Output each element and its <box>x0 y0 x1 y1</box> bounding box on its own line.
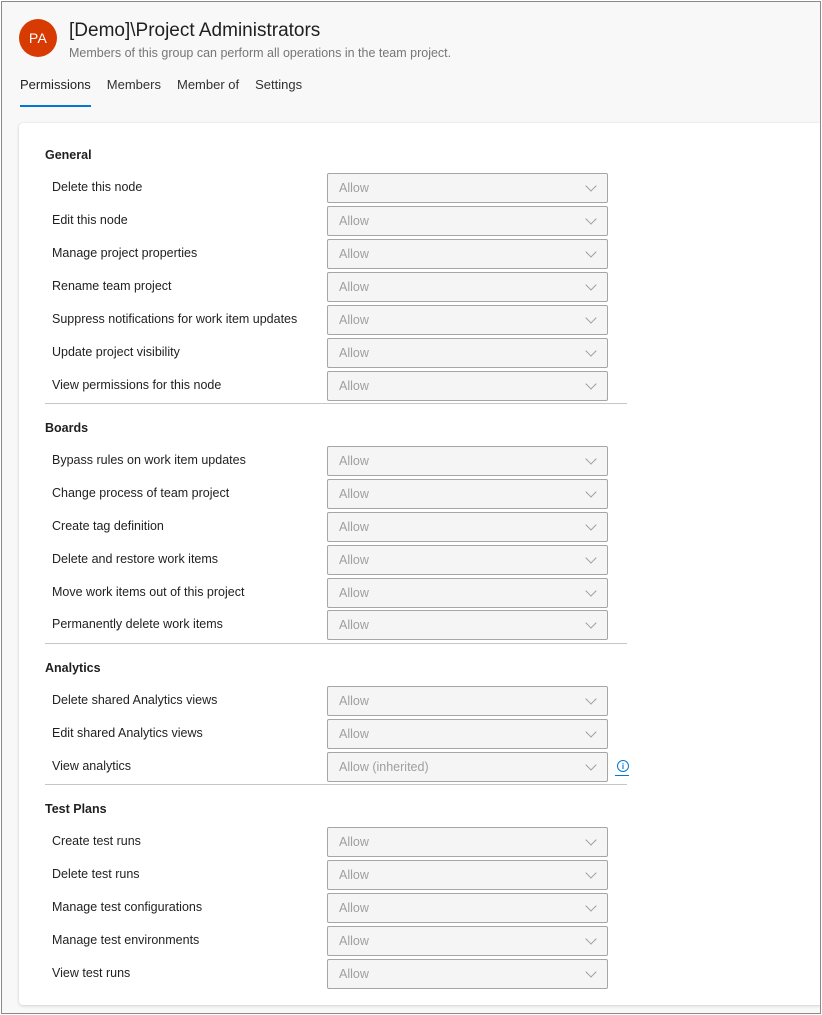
permission-row <box>19 752 639 782</box>
permission-dropdown[interactable] <box>327 272 608 302</box>
permission-label: View analytics <box>52 759 131 773</box>
chevron-down-icon <box>585 726 596 737</box>
window-frame <box>1 1 821 1014</box>
permission-dropdown[interactable] <box>327 752 608 782</box>
chevron-down-icon <box>585 585 596 596</box>
chevron-down-icon <box>585 312 596 323</box>
permission-dropdown[interactable] <box>327 239 608 269</box>
chevron-down-icon <box>585 834 596 845</box>
section-title-general: General <box>45 148 92 162</box>
permission-row <box>19 206 639 236</box>
permission-label: Create tag definition <box>52 519 164 533</box>
permission-label: Delete shared Analytics views <box>52 693 218 707</box>
permission-dropdown[interactable] <box>327 610 608 640</box>
tab-bar <box>20 77 318 107</box>
permission-label: Move work items out of this project <box>52 585 245 599</box>
permission-dropdown[interactable] <box>327 578 608 608</box>
permission-value: Allow <box>339 247 369 261</box>
permission-value: Allow <box>339 280 369 294</box>
permission-label: Edit shared Analytics views <box>52 726 203 740</box>
permission-dropdown[interactable] <box>327 479 608 509</box>
permission-row <box>19 479 639 509</box>
permission-dropdown[interactable] <box>327 827 608 857</box>
chevron-down-icon <box>585 759 596 770</box>
chevron-down-icon <box>585 246 596 257</box>
chevron-down-icon <box>585 867 596 878</box>
permission-label: Manage test environments <box>52 933 200 947</box>
permission-dropdown[interactable] <box>327 371 608 401</box>
permission-value: Allow <box>339 487 369 501</box>
permission-value: Allow <box>339 520 369 534</box>
permission-dropdown[interactable] <box>327 926 608 956</box>
permission-label: Create test runs <box>52 834 141 848</box>
permission-value: Allow <box>339 313 369 327</box>
permission-dropdown[interactable] <box>327 338 608 368</box>
tab-member-of[interactable]: Member of <box>176 77 240 92</box>
permission-value: Allow <box>339 181 369 195</box>
permission-value: Allow <box>339 901 369 915</box>
permission-value: Allow <box>339 967 369 981</box>
chevron-down-icon <box>585 519 596 530</box>
section-divider <box>45 784 627 785</box>
permission-value: Allow <box>339 618 369 632</box>
chevron-down-icon <box>585 693 596 704</box>
tab-permissions[interactable]: Permissions <box>20 77 91 107</box>
permission-dropdown[interactable] <box>327 719 608 749</box>
page-header <box>2 2 820 122</box>
permission-label: Suppress notifications for work item updates <box>52 312 298 326</box>
permission-row <box>19 926 639 956</box>
permission-value: Allow <box>339 694 369 708</box>
chevron-down-icon <box>585 900 596 911</box>
tab-members[interactable]: Members <box>106 77 161 92</box>
permission-row <box>19 719 639 749</box>
permission-row <box>19 827 639 857</box>
permission-label: Delete test runs <box>52 867 140 881</box>
section-divider <box>45 403 627 404</box>
permission-row <box>19 446 639 476</box>
permission-value: Allow <box>339 727 369 741</box>
permission-value: Allow <box>339 586 369 600</box>
chevron-down-icon <box>585 617 596 628</box>
chevron-down-icon <box>585 378 596 389</box>
permission-row <box>19 545 639 575</box>
chevron-down-icon <box>585 486 596 497</box>
permission-value: Allow <box>339 835 369 849</box>
permission-dropdown[interactable] <box>327 893 608 923</box>
permission-dropdown[interactable] <box>327 959 608 989</box>
permission-dropdown[interactable] <box>327 512 608 542</box>
permission-row <box>19 338 639 368</box>
permission-row <box>19 239 639 269</box>
permission-label: View test runs <box>52 966 131 980</box>
permission-row <box>19 272 639 302</box>
permission-row <box>19 959 639 989</box>
permission-value: Allow <box>339 454 369 468</box>
permission-value: Allow (inherited) <box>339 760 429 774</box>
permission-row <box>19 686 639 716</box>
permission-label: Permanently delete work items <box>52 617 223 631</box>
permission-dropdown[interactable] <box>327 686 608 716</box>
page-title: [Demo]\Project Administrators <box>69 20 321 41</box>
permission-label: View permissions for this node <box>52 378 222 392</box>
chevron-down-icon <box>585 933 596 944</box>
permission-dropdown[interactable] <box>327 545 608 575</box>
section-divider <box>45 643 627 644</box>
chevron-down-icon <box>585 279 596 290</box>
info-icon[interactable]: i <box>617 760 629 772</box>
permission-label: Change process of team project <box>52 486 230 500</box>
permission-dropdown[interactable] <box>327 860 608 890</box>
permission-row <box>19 578 639 608</box>
permission-label: Manage test configurations <box>52 900 203 914</box>
permission-row <box>19 305 639 335</box>
permission-row <box>19 173 639 203</box>
avatar: PA <box>19 19 57 57</box>
chevron-down-icon <box>585 345 596 356</box>
permission-row <box>19 371 639 401</box>
chevron-down-icon <box>585 552 596 563</box>
permission-label: Rename team project <box>52 279 172 293</box>
permission-row <box>19 512 639 542</box>
permission-value: Allow <box>339 346 369 360</box>
permission-label: Edit this node <box>52 213 128 227</box>
permission-label: Delete and restore work items <box>52 552 219 566</box>
section-title-boards: Boards <box>45 421 89 435</box>
chevron-down-icon <box>585 453 596 464</box>
permission-row <box>19 860 639 890</box>
page-subtitle: Members of this group can perform all operations in the team project. <box>69 46 452 60</box>
permissions-card <box>19 123 821 1005</box>
section-title-analytics: Analytics <box>45 661 101 675</box>
permission-value: Allow <box>339 868 369 882</box>
permission-label: Bypass rules on work item updates <box>52 453 246 467</box>
permission-row <box>19 893 639 923</box>
permission-dropdown[interactable] <box>327 305 608 335</box>
section-title-test-plans: Test Plans <box>45 802 107 816</box>
permission-value: Allow <box>339 553 369 567</box>
permission-dropdown[interactable] <box>327 173 608 203</box>
permission-label: Delete this node <box>52 180 143 194</box>
info-link-underline <box>615 775 629 776</box>
permission-dropdown[interactable] <box>327 206 608 236</box>
permission-label: Update project visibility <box>52 345 180 359</box>
permission-row <box>19 610 639 640</box>
permission-dropdown[interactable] <box>327 446 608 476</box>
permission-value: Allow <box>339 934 369 948</box>
chevron-down-icon <box>585 213 596 224</box>
tab-settings[interactable]: Settings <box>255 77 303 92</box>
chevron-down-icon <box>585 180 596 191</box>
chevron-down-icon <box>585 966 596 977</box>
permission-value: Allow <box>339 379 369 393</box>
permission-label: Manage project properties <box>52 246 198 260</box>
permission-value: Allow <box>339 214 369 228</box>
